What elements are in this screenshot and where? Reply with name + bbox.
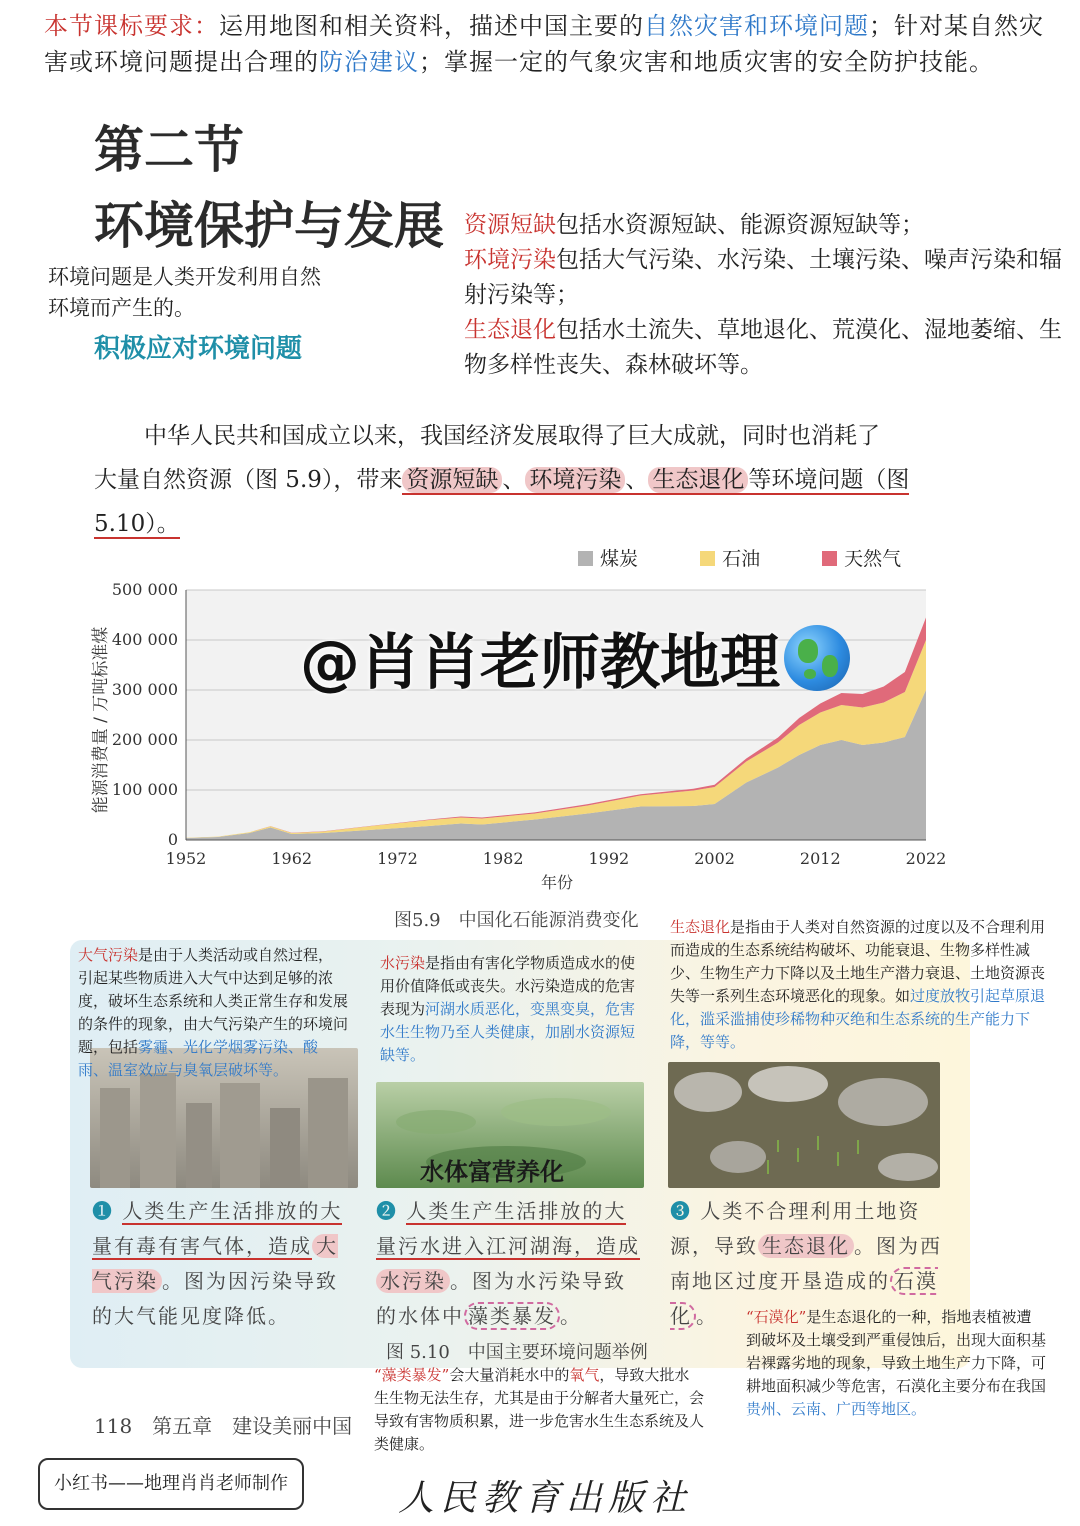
note-blue-text: 河湖水质恶化，变黑变臭，危害水生生物乃至人类健康，加剧水资源短缺等。 (380, 1000, 636, 1064)
note-algae-bloom (374, 1364, 704, 1456)
caption-highlight: 水污染 (376, 1269, 450, 1293)
caption-text: 人类不合理利用土地资源，导致 (670, 1199, 921, 1258)
legend-label: 石油 (722, 548, 761, 570)
note-text: 是生态退化的一种，指地表植被遭到破坏及土壤受到严重侵蚀后，出现大面积基岩裸露劣地的现象，导致土地生产力下降，可耕地面积减少等危害，石漠化主要分布在我国 (746, 1308, 1047, 1395)
arrow-circle-icon: ➌ (670, 1199, 692, 1223)
note-text: 是由于人类活动或自然过程，引起某些物质进入大气中达到足够的浓度，破坏生态系统和人类正常生存和发展的条件的现象，由大气污染产生的环境问题，包括 (78, 946, 349, 1056)
note-air-pollution (78, 944, 348, 1082)
note-term: 生态退化 (670, 918, 731, 936)
note-blue-text: 贵州、云南、广西等地区。 (746, 1400, 927, 1418)
subheading: 积极应对环境问题 (94, 334, 303, 364)
legend-item-coal (578, 544, 638, 571)
standard-text: ；针对某自然灾 (869, 12, 1044, 40)
note-blue-text: 过度放牧引起草原退化，滥采滥捕使珍稀物种灭绝和生态系统的生产能力下降，等等。 (670, 987, 1046, 1051)
caption-water-pollution (376, 1194, 646, 1334)
caption-text: 。 (696, 1304, 718, 1328)
section-number: 第二节 (94, 120, 244, 179)
caption-highlight: 大气污染 (92, 1234, 338, 1293)
note-blue-text: 雾霾、光化学烟雾污染、酸雨、温室效应与臭氧层破坏等。 (78, 1038, 319, 1079)
x-tick-label: 1982 (482, 849, 524, 868)
handwritten-note-cause: 环境问题是人类开发利用自然环境而产生的。 (48, 265, 321, 320)
chart-y-label: 能源消费量 / 万吨标准煤 (91, 626, 111, 814)
caption-rocky-desertification: 石漠化 (670, 1269, 938, 1328)
body-text: 大量自然资源（图 5.9），带来 (94, 467, 403, 493)
highlight-environment-pollution: 环境污染 (525, 467, 625, 493)
highlight-resource-shortage: 资源短缺 (402, 467, 502, 493)
note-ecological-degradation (670, 916, 1050, 1054)
def-term-resource: 资源短缺 (464, 212, 556, 238)
caption-algae-bloom: 藻类暴发 (464, 1302, 560, 1330)
photo-rocky-desertification (668, 1062, 940, 1188)
figure-5-10-caption: 图 5.10 中国主要环境问题举例 (386, 1342, 648, 1363)
definitions-note (464, 208, 1069, 383)
note-text: 是指由有害化学物质造成水的使用价值降低或丧失。水污染造成的危害表现为 (380, 954, 636, 1018)
standard-text: ；掌握一定的气象灾害和地质灾害的安全防护技能。 (419, 48, 994, 76)
note-oxygen: 氧气 (569, 1366, 600, 1384)
body-text: 等环境问题（图 5.10）。 (94, 467, 910, 537)
standard-text: 运用地图和相关资料，描述中国主要的 (219, 12, 644, 40)
photo-label-eutrophication: 水体富营养化 (420, 1158, 564, 1186)
body-text: 、 (502, 467, 526, 493)
def-term-pollution: 环境污染 (464, 247, 556, 273)
page-footer: 118 第五章 建设美丽中国 (94, 1414, 353, 1438)
note-text: 会大量消耗水中的 (449, 1366, 570, 1384)
note-term: 大气污染 (78, 946, 139, 964)
publisher-signature: 人民教育出版社 (398, 1478, 693, 1519)
y-tick-label: 100 000 (111, 780, 178, 799)
body-line-2 (94, 458, 954, 546)
note-text: ，导致大批水生生物无法生存，尤其是由于分解者大量死亡，会导致有害物质积累，进一步危害水生生态系统及人类健康。 (374, 1366, 705, 1453)
x-tick-label: 2002 (694, 849, 735, 868)
x-tick-label: 1962 (271, 849, 313, 868)
def-text-pollution: 包括大气污染、水污染、土壤污染、噪声污染和辐射污染等； (464, 247, 1062, 308)
chart-x-label: 年份 (540, 873, 574, 892)
globe-icon (784, 625, 850, 691)
arrow-circle-icon: ➊ (92, 1199, 114, 1223)
def-term-degradation: 生态退化 (464, 317, 556, 343)
body-text: 、 (625, 467, 649, 493)
x-tick-label: 1952 (165, 849, 207, 868)
watermark (300, 615, 850, 701)
note-term: “石漠化” (746, 1308, 807, 1326)
curriculum-standard (44, 8, 1064, 80)
x-tick-label: 1972 (377, 849, 418, 868)
note-text: 是指由于人类对自然资源的过度以及不合理利用而造成的生态系统结构破坏、功能衰退、生物多样性减少、生物生产力下降以及土地生产潜力衰退、土地资源丧失等一系列生态环境恶化的现象。如 (670, 918, 1046, 1005)
note-rocky-desertification (746, 1306, 1046, 1421)
caption-air-pollution (92, 1194, 354, 1334)
standard-text: 害或环境问题提出合理的 (44, 48, 319, 76)
x-tick-label: 1992 (588, 849, 630, 868)
y-tick-label: 300 000 (111, 680, 178, 699)
caption-text: 人类生产生活排放的大量有毒有害气体，造成 (92, 1199, 343, 1258)
body-line-1: 中华人民共和国成立以来，我国经济发展取得了巨大成就，同时也消耗了 (144, 423, 880, 449)
caption-text: 。图为西南地区过度开垦造成的 (670, 1234, 942, 1293)
body-paragraph (94, 414, 954, 546)
section-title: 环境保护与发展 (94, 196, 444, 255)
def-text-resource: 包括水资源短缺、能源资源短缺等； (556, 212, 924, 238)
def-text-degradation: 包括水土流失、草地退化、荒漠化、湿地萎缩、生物多样性丧失、森林破坏等。 (464, 317, 1062, 378)
legend-label: 天然气 (844, 548, 902, 570)
legend-label: 煤炭 (600, 548, 639, 570)
chart-legend (578, 544, 957, 571)
note-term: 水污染 (380, 954, 426, 972)
caption-text: 。图为因污染导致的大气能见度降低。 (92, 1269, 338, 1328)
y-tick-label: 400 000 (111, 630, 178, 649)
standard-highlight-1: 自然灾害和环境问题 (644, 12, 869, 40)
arrow-circle-icon: ➋ (376, 1199, 398, 1223)
watermark-text: @肖肖老师教地理 (300, 628, 780, 698)
caption-text: 。 (560, 1304, 582, 1328)
caption-text: 。图为水污染导致的水体中 (376, 1269, 626, 1328)
y-tick-label: 200 000 (111, 730, 178, 749)
highlight-ecological-degradation: 生态退化 (648, 467, 748, 493)
x-tick-label: 2012 (799, 849, 841, 868)
figure-5-9-caption: 图5.9 中国化石能源消费变化 (394, 910, 639, 931)
caption-highlight: 生态退化 (758, 1234, 854, 1258)
credit-box: 小红书——地理肖肖老师制作 (38, 1458, 304, 1510)
legend-item-gas (822, 544, 901, 571)
x-tick-label: 2022 (905, 849, 947, 868)
standard-highlight-2: 防治建议 (319, 48, 419, 76)
y-tick-label: 0 (167, 830, 178, 849)
note-term: “藻类暴发” (374, 1366, 450, 1384)
y-tick-label: 500 000 (111, 580, 178, 599)
caption-text: 人类生产生活排放的大量污水进入江河湖海，造成 (376, 1199, 640, 1258)
standard-prefix: 本节课标要求： (44, 12, 219, 40)
legend-item-oil (700, 544, 760, 571)
note-water-pollution (380, 952, 642, 1067)
